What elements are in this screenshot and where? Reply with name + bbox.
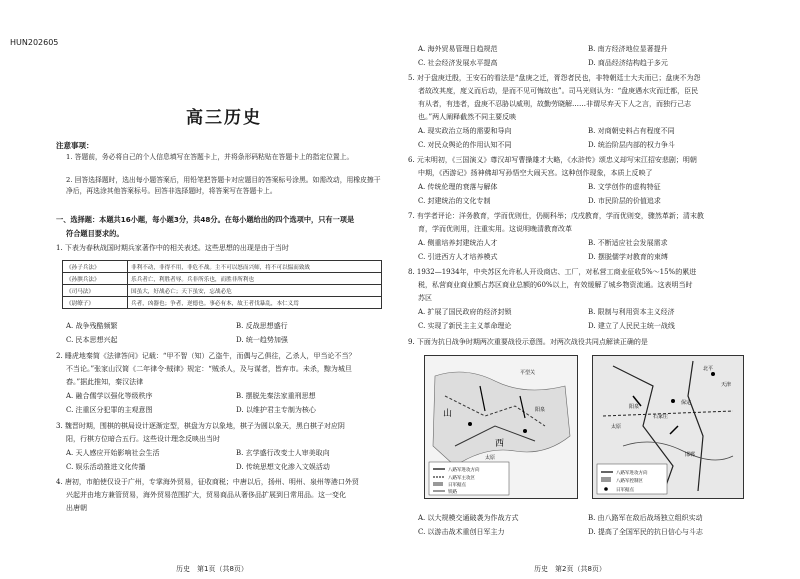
table-row: [63, 297, 382, 309]
option[interactable]: C. 引进西方人才培养模式: [418, 253, 498, 261]
legend-item: 八路军进攻方向: [448, 468, 480, 473]
option[interactable]: D. 以维护君主专制为核心: [236, 406, 316, 414]
q6-stem: 中期，《西游记》扬神佛却写孙悟空大闹天宫。这种创作现象，本质上反映了: [418, 169, 653, 177]
option[interactable]: A. 海外贸易管理日趋规范: [418, 45, 498, 53]
q5-stem: 5. 对于盘庚迁殷，王安石的看法是“盘庚之迁，胥怨者民也，非特朝廷士大夫而已；盘庚不为怨: [408, 74, 701, 82]
battle-map-1: [424, 355, 578, 499]
map-label: 保定: [681, 400, 692, 406]
option[interactable]: C. 实现了新民主主义革命理论: [418, 322, 512, 330]
page-footer: 历史 第1页（共8页）: [176, 565, 248, 573]
q5-stem: 者故改其度，度义而后动，是而不见可悔故也”。司马光则认为：“盘庚遇水灾而迁都，臣民: [418, 87, 699, 95]
q2-stem: 不当论。”张家山汉简《二年律令·贼律》规定：“贼杀人，及与谋者，皆弃市。未杀，黥为城旦: [66, 365, 352, 373]
table-row: [63, 273, 382, 285]
option[interactable]: B. 玄学盛行改变士人审美取向: [236, 449, 330, 457]
table-cell: 《孙子兵法》: [63, 261, 128, 273]
option[interactable]: A. 天人感应开始影响社会生活: [66, 449, 160, 457]
battle-map-2-graphic: [593, 356, 743, 498]
table-cell: 《司马法》: [63, 285, 128, 297]
option[interactable]: A. 以大规模交通破袭为作战方式: [418, 514, 519, 522]
table-cell: 《尉缭子》: [63, 297, 128, 309]
map-label: 平型关: [520, 370, 536, 376]
option[interactable]: D. 统一趋势加强: [236, 336, 288, 344]
q2-stem: 2. 睡虎地秦简《法律答问》记载：“甲不智（知）乙盗牛，而偶与乙俱往，乙杀人，甲当论不当？: [56, 352, 356, 360]
option[interactable]: D. 商品经济结构趋于多元: [588, 59, 668, 67]
option[interactable]: C. 社会经济发展水平提高: [418, 59, 498, 67]
table-cell: 《孙膑兵法》: [63, 273, 128, 285]
option[interactable]: D. 统治阶层内部的权力争斗: [588, 141, 675, 149]
option[interactable]: C. 封建统治的文化专制: [418, 197, 491, 205]
map-label: 石家庄: [653, 414, 669, 420]
legend-item: 八路军控制区: [616, 479, 643, 484]
q4-stem: 出唐朝: [66, 504, 87, 512]
option[interactable]: A. 现实政治立场的需要和导向: [418, 127, 512, 135]
q9-stem: 9. 下面为抗日战争时期两次重要战役示意图。对两次战役共同点解读正确的是: [408, 338, 648, 346]
q8-stem: 8. 1932—1934年，中央苏区允许私人开设商店、工厂，对私营工商业征收5%～15%的累进: [408, 268, 697, 276]
map-label: 山: [443, 409, 453, 419]
map-label: 北平: [703, 366, 714, 372]
map-label: 天津: [721, 382, 732, 388]
option[interactable]: B. 不断适应社会发展需求: [588, 239, 668, 247]
option[interactable]: C. 注重区分犯罪的主观意图: [66, 406, 153, 414]
option[interactable]: A. 扩展了国民政府的经济封锁: [418, 308, 512, 316]
legend-item: 日军据点: [616, 488, 634, 493]
page-footer: 历史 第2页（共8页）: [534, 565, 606, 573]
option[interactable]: A. 战争残酷频繁: [66, 322, 118, 330]
note-item: 2. 回答选择题时，选出每小题答案后，用铅笔把答题卡对应题目的答案标号涂黑。如需改动，用橡皮擦干净后，再选涂其他答案标号。回答非选择题时，将答案写在答题卡上。: [66, 176, 381, 195]
option[interactable]: B. 限制与利用资本主义经济: [588, 308, 675, 316]
option[interactable]: D. 建立了人民民主统一战线: [588, 322, 675, 330]
page-title: 高三历史: [186, 108, 262, 128]
map-label: 西: [495, 439, 505, 449]
option[interactable]: D. 提高了全国军民的抗日信心与斗志: [588, 528, 703, 536]
q5-stem: 有从者，有违者，盘庚不忍胁以威刑，故勤劳晓解……非谓尽弃天下人之言，而独行己志: [418, 100, 691, 108]
option[interactable]: A. 融合儒学以强化等级秩序: [66, 392, 153, 400]
q2-stem: 舂。”据此推知，秦汉法律: [66, 378, 144, 386]
option[interactable]: B. 摆脱先秦法家重刑思想: [236, 392, 316, 400]
q8-stem: 苏区: [418, 294, 432, 302]
legend-item: 八路军进攻方向: [616, 471, 648, 476]
q8-stem: 税，私营商业商业额占苏区商业总额的60%以上，有效缓解了城乡物资流通。这表明当时: [418, 281, 693, 289]
map-label: 邯郸: [685, 452, 696, 458]
section-heading-cont: 符合题目要求的。: [66, 229, 124, 238]
option[interactable]: B. 文学创作的虚构特征: [588, 183, 661, 191]
table-row: [63, 261, 382, 273]
table-cell: 国虽大，好战必亡；天下虽安，忘战必危: [128, 285, 382, 297]
q7-stem: 育，学而优则用，注重实用。这说明晚清教育改革: [418, 225, 572, 233]
table-row: [63, 285, 382, 297]
q3-stem: 阳，行棋方位暗合五行。这些设计理念反映出当时: [66, 435, 220, 443]
map-label: 太原: [611, 424, 622, 430]
option[interactable]: B. 对商朝史料占有程度不同: [588, 127, 675, 135]
option[interactable]: C. 对民众舆论的作用认知不同: [418, 141, 512, 149]
q5-stem: 也。”两人阐释截然不同主要反映: [418, 113, 517, 121]
q4-stem: 4. 唐初，市舶使仅设于广州，专掌海外贸易，征收商税；中唐以后，扬州、明州、泉州等港口外贸: [56, 478, 359, 486]
note-item: 1. 答题前，务必将自己的个人信息填写在答题卡上，并将条形码粘贴在答题卡上的指定位置上。: [66, 153, 354, 161]
map-label: 太原: [485, 455, 496, 461]
option[interactable]: B. 反战思想盛行: [236, 322, 288, 330]
option[interactable]: D. 传统思想文化渗入文娱活动: [236, 463, 330, 471]
table-cell: 兵者，凶器也；争者，逆德也。事必有本，故王者伐暴乱，本仁义焉: [128, 297, 382, 309]
option[interactable]: C. 以游击战术重创日军主力: [418, 528, 505, 536]
q7-stem: 7. 有学者评论：洋务教育，学而优则仕，仍厕科举；戊戌教育，学而优则变，骤然革新；清末教: [408, 212, 704, 220]
option[interactable]: C. 娱乐活动推进文化传播: [66, 463, 146, 471]
q4-stem: 兴起并由地方兼管贸易，海外贸易范围扩大，贸易商品从奢侈品扩展到日常用品。这一变化: [66, 491, 346, 499]
option[interactable]: D. 摆脱儒学对教育的束缚: [588, 253, 668, 261]
option[interactable]: D. 市民阶层的价值追求: [588, 197, 661, 205]
map-label: 阳泉: [629, 404, 640, 410]
legend-item: 八路军主攻区: [448, 476, 475, 481]
option[interactable]: C. 民本思想兴起: [66, 336, 118, 344]
legend-item: 铁路: [448, 490, 457, 495]
section-heading: 一、选择题：本题共16小题，每小题3分，共48分。在每小题给出的四个选项中，只有一项是: [56, 215, 355, 224]
battle-map-1-graphic: [425, 356, 577, 498]
option[interactable]: A. 传统伦理的衰落与解体: [418, 183, 498, 191]
table-cell: 非利不动，非得不用，非危不战。主不可以怒而兴师，将不可以愠而致战: [128, 261, 382, 273]
q3-stem: 3. 魏晋时期，围棋的棋局设计逐渐定型，棋盘为方以象地，棋子为圆以象天，黑白棋子对应阴: [56, 422, 345, 430]
battle-map-2: [592, 355, 744, 499]
q6-stem: 6. 元末明初，《三国演义》尊汉却写曹操雄才大略，《水浒传》颂忠义却写宋江招安悲剧；明朝: [408, 156, 697, 164]
option[interactable]: B. 由八路军在敌后战场独立组织实动: [588, 514, 703, 522]
map-label: 阳泉: [535, 407, 546, 413]
option[interactable]: B. 南方经济地位显著提升: [588, 45, 668, 53]
q1-table: [62, 260, 382, 309]
notes-heading: 注意事项：: [56, 141, 94, 150]
legend-item: 日军据点: [448, 483, 466, 488]
table-cell: 乐兵者亡，利胜者辱。兵非所乐也，而胜非所利也: [128, 273, 382, 285]
doc-code: HUN202605: [10, 38, 59, 47]
q1-stem: 1. 下表为春秋战国时期兵家著作中的相关表述。这些思想的出现是由于当时: [56, 244, 289, 252]
option[interactable]: A. 侧重培养封建统治人才: [418, 239, 498, 247]
